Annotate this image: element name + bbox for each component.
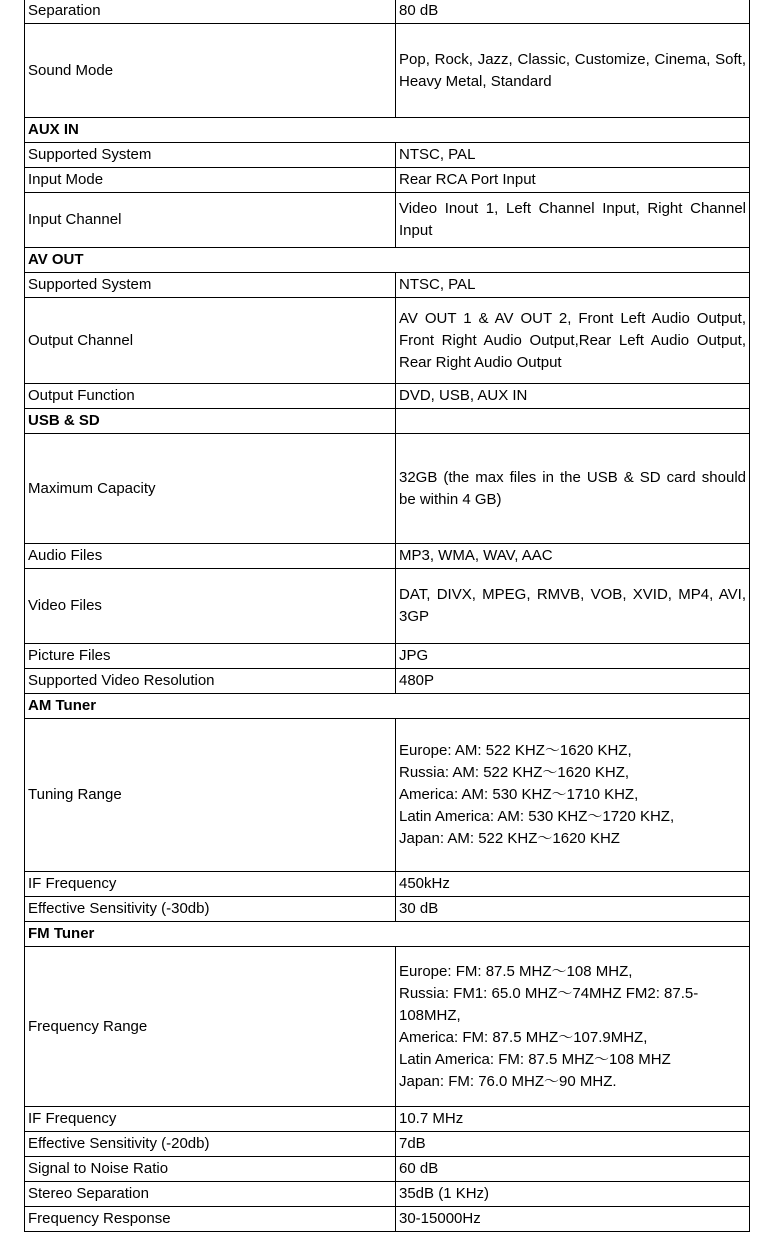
spec-row [25, 544, 750, 569]
spec-label: Supported System [25, 143, 396, 168]
spec-label: Input Mode [25, 168, 396, 193]
spec-label: Input Channel [25, 193, 396, 248]
spec-row [25, 644, 750, 669]
spec-value: Video Inout 1, Left Channel Input, Right Channel Input [396, 193, 750, 248]
section-header [25, 694, 750, 719]
spec-label: Video Files [25, 569, 396, 644]
spec-row [25, 569, 750, 644]
spec-value: Rear RCA Port Input [396, 168, 750, 193]
spec-label: Supported Video Resolution [25, 669, 396, 694]
spec-value: NTSC, PAL [396, 143, 750, 168]
spec-row [25, 168, 750, 193]
spec-row [25, 1182, 750, 1207]
spec-value: Europe: FM: 87.5 MHZ～108 MHZ, Russia: FM1: 65.0 MHZ～74MHZ FM2: 87.5-108MHZ, America: FM: 87.5 MHZ～107.9MHZ, Latin America: FM: 87.5 MHZ～108 MHZ Japan: FM: 76.0 MHZ～90 MHZ. [396, 947, 750, 1107]
spec-label: IF Frequency [25, 872, 396, 897]
spec-row [25, 0, 750, 24]
spec-row [25, 947, 750, 1107]
spec-value: JPG [396, 644, 750, 669]
section-title: USB & SD [25, 409, 396, 434]
spec-row [25, 434, 750, 544]
spec-row [25, 719, 750, 872]
spec-row [25, 273, 750, 298]
spec-row [25, 384, 750, 409]
spec-row [25, 897, 750, 922]
spec-value: 10.7 MHz [396, 1107, 750, 1132]
section-header [25, 248, 750, 273]
spec-label: Audio Files [25, 544, 396, 569]
spec-value: DVD, USB, AUX IN [396, 384, 750, 409]
spec-value: 7dB [396, 1132, 750, 1157]
section-title: AUX IN [25, 118, 750, 143]
spec-row [25, 298, 750, 384]
spec-value [396, 409, 750, 434]
spec-value: 32GB (the max files in the USB & SD card should be within 4 GB) [396, 434, 750, 544]
spec-row [25, 872, 750, 897]
spec-row [25, 1207, 750, 1232]
spec-value: 35dB (1 KHz) [396, 1182, 750, 1207]
spec-label: Supported System [25, 273, 396, 298]
spec-value: DAT, DIVX, MPEG, RMVB, VOB, XVID, MP4, AVI, 3GP [396, 569, 750, 644]
spec-value: AV OUT 1 & AV OUT 2, Front Left Audio Output, Front Right Audio Output,Rear Left Audio Output, Rear Right Audio Output [396, 298, 750, 384]
spec-row [25, 1107, 750, 1132]
spec-label: Output Function [25, 384, 396, 409]
section-header [25, 409, 750, 434]
spec-value: Europe: AM: 522 KHZ～1620 KHZ, Russia: AM: 522 KHZ～1620 KHZ, America: AM: 530 KHZ～1710 KHZ, Latin America: AM: 530 KHZ～1720 KHZ, Japan: AM: 522 KHZ～1620 KHZ [396, 719, 750, 872]
spec-value: NTSC, PAL [396, 273, 750, 298]
spec-value: 480P [396, 669, 750, 694]
section-title: FM Tuner [25, 922, 750, 947]
spec-label: Picture Files [25, 644, 396, 669]
spec-value: 60 dB [396, 1157, 750, 1182]
spec-label: Frequency Response [25, 1207, 396, 1232]
spec-value: MP3, WMA, WAV, AAC [396, 544, 750, 569]
spec-label: Signal to Noise Ratio [25, 1157, 396, 1182]
section-header [25, 118, 750, 143]
spec-label: Output Channel [25, 298, 396, 384]
spec-label: IF Frequency [25, 1107, 396, 1132]
spec-table [24, 0, 750, 1232]
spec-row [25, 193, 750, 248]
section-title: AV OUT [25, 248, 750, 273]
spec-label: Separation [25, 0, 396, 24]
spec-label: Effective Sensitivity (-20db) [25, 1132, 396, 1157]
spec-label: Tuning Range [25, 719, 396, 872]
spec-value: 30-15000Hz [396, 1207, 750, 1232]
spec-label: Frequency Range [25, 947, 396, 1107]
spec-value: 450kHz [396, 872, 750, 897]
spec-value: 80 dB [396, 0, 750, 24]
spec-label: Stereo Separation [25, 1182, 396, 1207]
spec-value: 30 dB [396, 897, 750, 922]
spec-row [25, 1157, 750, 1182]
section-header [25, 922, 750, 947]
spec-label: Maximum Capacity [25, 434, 396, 544]
spec-label: Sound Mode [25, 24, 396, 118]
section-title: AM Tuner [25, 694, 750, 719]
spec-row [25, 143, 750, 168]
spec-row [25, 24, 750, 118]
spec-value: Pop, Rock, Jazz, Classic, Customize, Cinema, Soft, Heavy Metal, Standard [396, 24, 750, 118]
spec-label: Effective Sensitivity (-30db) [25, 897, 396, 922]
spec-row [25, 669, 750, 694]
spec-row [25, 1132, 750, 1157]
